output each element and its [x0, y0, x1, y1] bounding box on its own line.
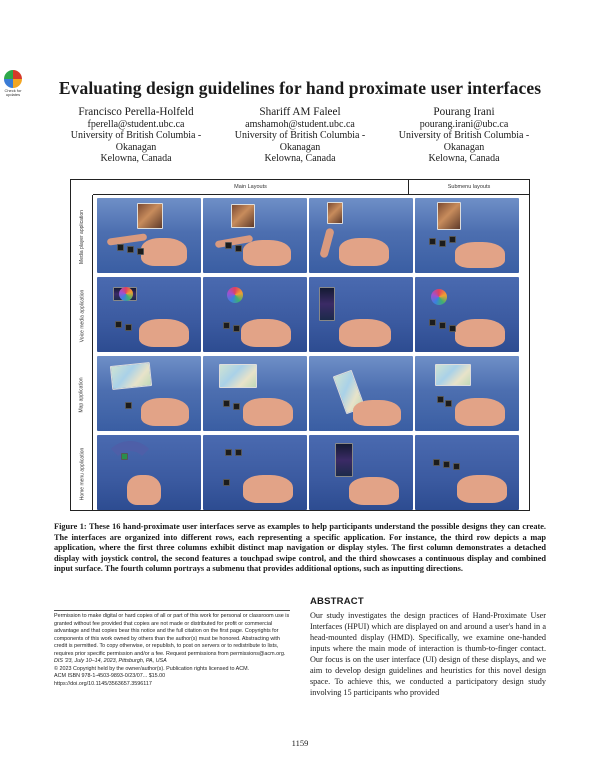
figure-cell-home-1 [97, 435, 201, 510]
author-affiliation: University of British Columbia - [398, 130, 530, 142]
figure-cell-voice-1 [97, 277, 201, 352]
permission-notice [54, 610, 290, 688]
figure-caption: Figure 1: These 16 hand-proximate user interfaces serve as examples to help participants understand the possible designs they can create. The interfaces are organized into different rows, each representing a specific application. For instance, the third row depicts a map application, where the first three columns exhibit distinct map navigation or display styles. The first column demonstrates a detached display with joystick control, the second features a touchpad swipe control, and the third showcases a continuous display and combined input surface. The fourth column portrays a submenu that provides additional options, such as inputting directions. [54, 522, 546, 574]
venue-line: DIS '23, July 10–14, 2023, Pittsburgh, PA, USA [54, 658, 167, 664]
doi-link[interactable]: https://doi.org/10.1145/3563657.3596117 [54, 680, 152, 687]
figure-cell-map-4 [415, 356, 519, 431]
figure-cell-media-2 [203, 198, 307, 273]
figure-column-headers [93, 180, 529, 195]
author-1 [54, 106, 218, 165]
author-name: Shariff AM Faleel [259, 106, 341, 118]
row-label-voice-media: Voice media application [79, 289, 86, 342]
isbn-line: ACM ISBN 978-1-4503-9893-0/23/07... $15.00 [54, 673, 166, 679]
author-affiliation: University of British Columbia - [234, 130, 366, 142]
figure-cell-voice-2 [203, 277, 307, 352]
figure-row-labels [71, 195, 93, 510]
figure-cell-map-1 [97, 356, 201, 431]
paper-title: Evaluating design guidelines for hand proximate user interfaces [58, 78, 542, 98]
figure-1-grid [70, 179, 530, 511]
figure-cell-media-1 [97, 198, 201, 273]
author-affiliation-campus: Okanagan [443, 141, 485, 153]
figure-cell-media-3 [309, 198, 413, 273]
permission-text: Permission to make digital or hard copies of all or part of this work for personal or classroom use is granted without fee provided that copies are not made or distributed for profit or commercial advantage and that copies bear this notice and the full citation on the first page. Copyrights for components of this work owned by others than the author(s) must be honored. Abstracting with credit is permitted. To copy otherwise, or republish, to post on servers or to redistribute to lists, requires prior specific permission and/or a fee. Request permissions from permissions@acm.org. [54, 613, 290, 657]
author-block [54, 106, 546, 165]
row-label-home-menu: Home menu application [79, 447, 85, 500]
figure-cell-home-4 [415, 435, 519, 510]
column-header-submenu-layouts: Submenu layouts [447, 184, 491, 190]
figure-cell-media-4 [415, 198, 519, 273]
figure-cell-voice-4 [415, 277, 519, 352]
abstract-heading: ABSTRACT [310, 596, 364, 607]
author-affiliation-campus: Okanagan [279, 141, 321, 153]
author-2 [218, 106, 382, 165]
figure-cell-home-2 [203, 435, 307, 510]
column-header-main-layouts: Main Layouts [93, 180, 409, 194]
author-affiliation: University of British Columbia - [70, 130, 202, 142]
copyright-line: © 2023 Copyright held by the owner/author(s). Publication rights licensed to ACM. [54, 665, 250, 672]
abstract-section [310, 596, 546, 698]
author-name: Pourang Irani [433, 106, 495, 118]
author-location: Kelowna, Canada [264, 153, 336, 165]
author-location: Kelowna, Canada [100, 153, 172, 165]
author-email: pourang.irani@ubc.ca [419, 119, 509, 130]
figure-cell-map-3 [309, 356, 413, 431]
figure-cell-voice-3 [309, 277, 413, 352]
figure-cell-map-2 [203, 356, 307, 431]
page-number: 1159 [291, 738, 309, 748]
abstract-text: Our study investigates the design practices of Hand-Proximate User Interfaces (HPUI) which are displayed on and around a user's hand in a head-mounted display (HMD). Specifically, we examine one-handed inputs where the main mode of interaction is thumb-to-finger contact. Our focus is on the user interface (UI) design of these displays, and we aim to develop design guidelines and heuristics for this novel design space. To achieve this, we conducted a participatory design study involving 15 participants who provided [310, 611, 546, 697]
author-3 [382, 106, 546, 165]
row-label-media-player: Media player application [79, 209, 86, 264]
author-email: fperella@student.ubc.ca [87, 119, 185, 130]
figure-cell-home-3 [309, 435, 413, 510]
author-location: Kelowna, Canada [428, 153, 500, 165]
author-email: amshamoh@student.ubc.ca [245, 119, 355, 130]
author-affiliation-campus: Okanagan [115, 141, 157, 153]
row-label-map: Map application [79, 376, 85, 413]
badge-caption: Check for updates [4, 88, 22, 97]
author-name: Francisco Perella-Holfeld [78, 106, 194, 118]
